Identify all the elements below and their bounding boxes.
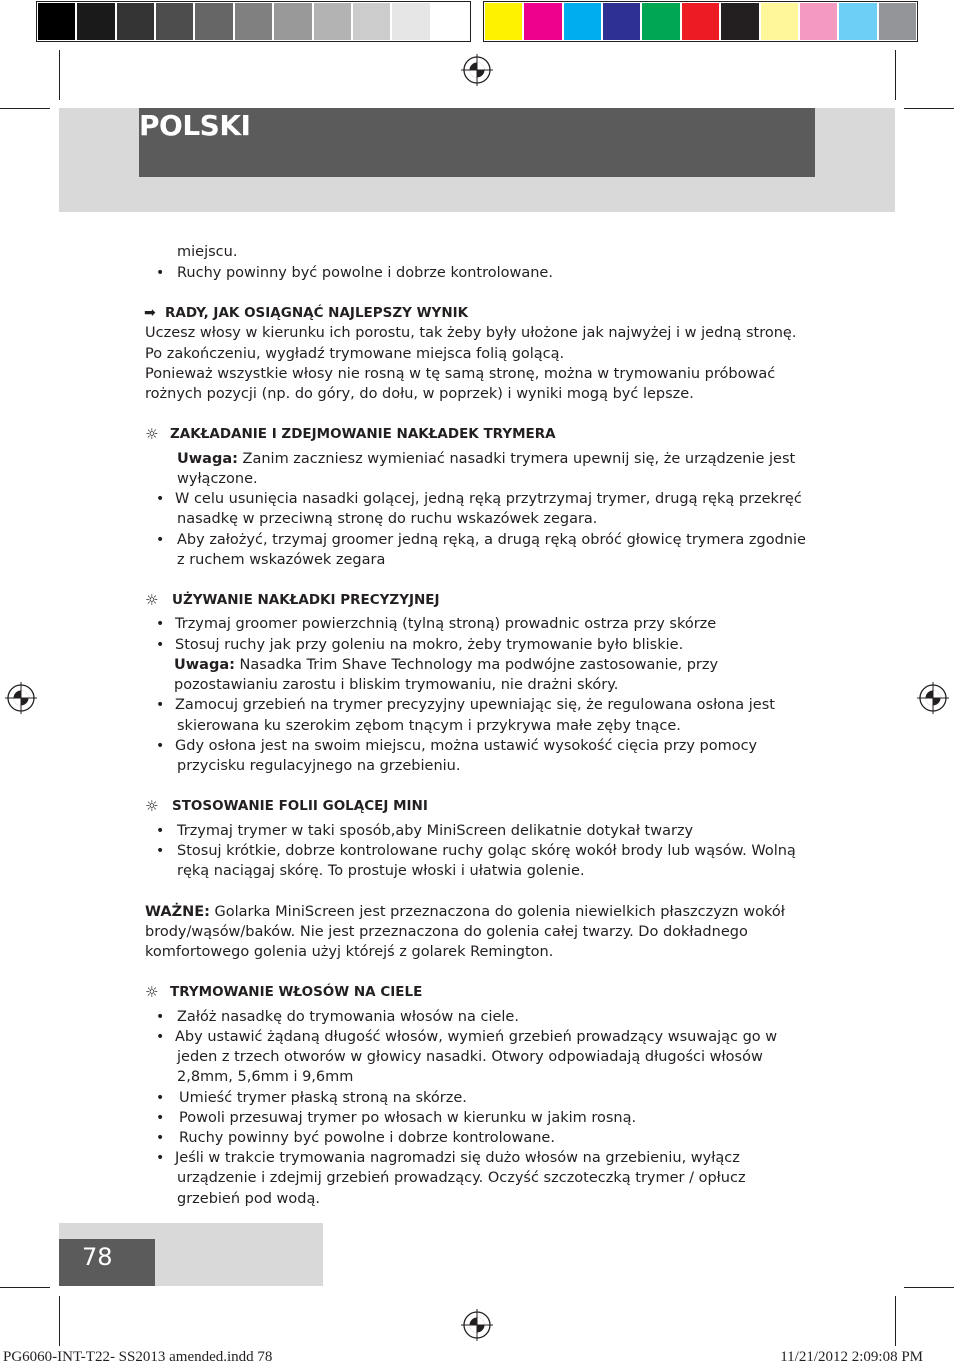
crop-mark <box>0 108 50 109</box>
text-line: Gdy osłona jest na swoim miejscu, można ustawić wysokość cięcia przy pomocy <box>175 738 758 754</box>
bullet: • <box>156 1130 165 1146</box>
text-line: brody/wąsów/baków. Nie jest przeznaczona do golenia całej twarzy. Do dokładnego <box>145 924 748 940</box>
text-line: Powoli przesuwaj trymer po włosach w kierunku w jakim rosną. <box>179 1110 637 1126</box>
color-swatch <box>156 3 193 40</box>
color-swatch <box>38 3 75 40</box>
color-swatch <box>839 3 876 40</box>
color-swatch <box>117 3 154 40</box>
text-line: Ruchy powinny być powolne i dobrze kontrolowane. <box>179 1130 555 1146</box>
registration-mark-icon <box>461 54 493 86</box>
text-line: przycisku regulacyjnego na grzebieniu. <box>177 758 461 774</box>
text-line: Stosuj krótkie, dobrze kontrolowane ruchy goląc skórę wokół brody lub wąsów. Wolną <box>177 843 796 859</box>
arrow-right-icon: ➡ <box>144 305 156 321</box>
text-line: Ponieważ wszystkie włosy nie rosną w tę samą stronę, można w trymowaniu próbować <box>145 366 776 382</box>
bullet: • <box>156 823 165 839</box>
important-label: WAŻNE: <box>145 904 210 920</box>
text-line: Stosuj ruchy jak przy goleniu na mokro, żeby trymowanie było bliskie. <box>175 637 684 653</box>
section-heading: UŻYWANIE NAKŁADKI PRECYZYJNEJ <box>172 592 440 608</box>
note-label: Uwaga: <box>174 657 235 673</box>
color-swatch <box>800 3 837 40</box>
bullet: • <box>156 491 165 507</box>
text-line: miejscu. <box>177 244 238 260</box>
important-text: Golarka MiniScreen jest przeznaczona do golenia niewielkich płaszczyzn wokół <box>214 904 785 920</box>
text-line: Trzymaj groomer powierzchnią (tylną stroną) prowadnic ostrza przy skórze <box>175 616 717 632</box>
text-line: ręką naciągaj skórę. To prostuje włoski i ułatwia golenie. <box>177 863 585 879</box>
bullet: • <box>156 738 165 754</box>
sun-icon: ☼ <box>145 983 159 1001</box>
registration-mark-icon <box>917 682 949 714</box>
page-number: 78 <box>82 1243 113 1271</box>
text-line: Umieść trymer płaską stroną na skórze. <box>179 1090 467 1106</box>
crop-mark <box>895 1296 896 1346</box>
bullet: • <box>156 637 165 653</box>
note-label: Uwaga: <box>177 451 238 467</box>
sun-icon: ☼ <box>145 797 159 815</box>
text-line: W celu usunięcia nasadki golącej, jedną ręką przytrzymaj trymer, drugą ręką przekręć <box>175 491 802 507</box>
grayscale-color-bar <box>36 1 471 42</box>
crop-mark <box>904 1287 954 1288</box>
bullet: • <box>156 697 165 713</box>
registration-mark-icon <box>5 682 37 714</box>
color-swatch <box>524 3 561 40</box>
text-line: wyłączone. <box>177 471 258 487</box>
crop-mark <box>59 1296 60 1346</box>
sun-icon: ☼ <box>145 425 159 443</box>
crop-mark <box>904 108 954 109</box>
color-swatch <box>564 3 601 40</box>
section-heading: TRYMOWANIE WŁOSÓW NA CIELE <box>170 984 423 1000</box>
text-line: pozostawianiu zarostu i bliskim trymowaniu, nie drażni skóry. <box>174 677 619 693</box>
color-swatch <box>392 3 429 40</box>
color-swatch <box>314 3 351 40</box>
section-heading: RADY, JAK OSIĄGNĄĆ NAJLEPSZY WYNIK <box>165 305 469 321</box>
section-heading: ZAKŁADANIE I ZDEJMOWANIE NAKŁADEK TRYMERA <box>170 426 556 442</box>
color-swatch <box>235 3 272 40</box>
color-swatch <box>485 3 522 40</box>
text-line: 2,8mm, 5,6mm i 9,6mm <box>177 1069 354 1085</box>
note-line <box>174 655 718 675</box>
bullet: • <box>156 843 165 859</box>
text-line: rożnych pozycji (np. do góry, do dołu, w poprzek) i wyniki mogą być lepsze. <box>145 386 694 402</box>
text-line: Uczesz włosy w kierunku ich porostu, tak żeby były ułożone jak najwyżej i w jedną stronę. <box>145 325 797 341</box>
text-line: nasadkę w przeciwną stronę do ruchu wskazówek zegara. <box>177 511 598 527</box>
text-line: Aby założyć, trzymaj groomer jedną ręką, a drugą ręką obróć głowicę trymera zgodnie <box>177 532 806 548</box>
text-line: Po zakończeniu, wygładź trymowane miejsca folią golącą. <box>145 346 565 362</box>
bullet: • <box>156 1009 165 1025</box>
important-line <box>145 902 785 922</box>
color-swatch <box>432 3 469 40</box>
text-line: Aby ustawić żądaną długość włosów, wymień grzebień prowadzący wsuwając go w <box>175 1029 778 1045</box>
text-line: komfortowego golenia użyj którejś z golarek Remington. <box>145 944 554 960</box>
text-line: grzebień pod wodą. <box>177 1191 320 1207</box>
color-swatch <box>353 3 390 40</box>
bullet: • <box>156 1110 165 1126</box>
crop-mark <box>59 50 60 100</box>
color-swatch <box>721 3 758 40</box>
text-line: z ruchem wskazówek zegara <box>177 552 386 568</box>
bullet: • <box>156 616 165 632</box>
crop-mark <box>895 50 896 100</box>
slug-filename: PG6060-INT-T22- SS2013 amended.indd 78 <box>3 1349 273 1365</box>
text-line: Trzymaj trymer w taki sposób,aby MiniScreen delikatnie dotykał twarzy <box>177 823 694 839</box>
bullet: • <box>156 1090 165 1106</box>
color-swatch <box>274 3 311 40</box>
text-line: Załóż nasadkę do trymowania włosów na ciele. <box>177 1009 519 1025</box>
text-line: urządzenie i zdejmij grzebień prowadzący. Oczyść szczoteczką trymer / opłucz <box>177 1170 746 1186</box>
sun-icon: ☼ <box>145 591 159 609</box>
color-swatch <box>77 3 114 40</box>
process-color-bar <box>483 1 918 42</box>
color-swatch <box>682 3 719 40</box>
text-line: Zamocuj grzebień na trymer precyzyjny upewniając się, że regulowana osłona jest <box>175 697 775 713</box>
note-line <box>177 449 795 469</box>
text-line: jeden z trzech otworów w głowicy nasadki. Otwory odpowiadają długości włosów <box>177 1049 763 1065</box>
color-swatch <box>879 3 916 40</box>
color-swatch <box>603 3 640 40</box>
section-heading: STOSOWANIE FOLII GOLĄCEJ MINI <box>172 798 428 814</box>
color-swatch <box>642 3 679 40</box>
bullet: • <box>156 532 165 548</box>
note-text: Nasadka Trim Shave Technology ma podwójne zastosowanie, przy <box>239 657 719 673</box>
text-line: Ruchy powinny być powolne i dobrze kontrolowane. <box>177 265 553 281</box>
crop-mark <box>0 1287 50 1288</box>
registration-mark-icon <box>461 1309 493 1341</box>
page-title: POLSKI <box>139 109 251 142</box>
color-swatch <box>761 3 798 40</box>
text-line: Jeśli w trakcie trymowania nagromadzi się dużo włosów na grzebieniu, wyłącz <box>175 1150 740 1166</box>
slug-timestamp: 11/21/2012 2:09:08 PM <box>780 1349 923 1365</box>
bullet: • <box>156 1150 165 1166</box>
bullet: • <box>156 1029 165 1045</box>
bullet: • <box>156 265 165 281</box>
text-line: skierowana ku szerokim zębom tnącym i przykrywa małe zęby tnące. <box>177 718 681 734</box>
color-swatch <box>195 3 232 40</box>
note-text: Zanim zaczniesz wymieniać nasadki trymera upewnij się, że urządzenie jest <box>242 451 796 467</box>
